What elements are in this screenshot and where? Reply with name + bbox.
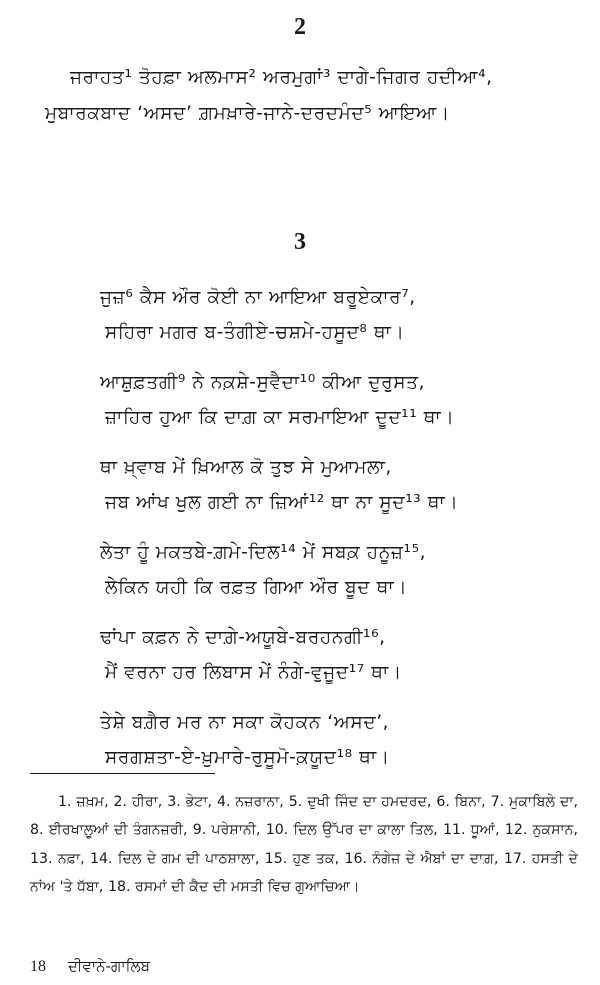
couplet-1-line-1: ਜੁਜ਼⁶ ਕੈਸ ਔਰ ਕੋਈ ਨਾ ਆਇਆ ਬਰੂਏਕਾਰ⁷, (100, 287, 416, 308)
couplet-5-line-2: ਮੈਂ ਵਰਨਾ ਹਰ ਲਿਬਾਸ ਮੇਂ ਨੰਗੇ-ਵੁਜੂਦ¹⁷ ਥਾ। (105, 662, 402, 683)
couplet-6-line-1: ਤੇਸ਼ੇ ਬਗ਼ੈਰ ਮਰ ਨਾ ਸਕਾ ਕੋਹਕਨ ‘ਅਸਦ’, (100, 712, 390, 733)
page-footer (30, 957, 150, 976)
page-number: 18 (30, 958, 46, 975)
couplet-6-line-2: ਸਰਗਸ਼ਤਾ-ਏ-ਖ਼ੁਮਾਰੇ-ਰੁਸੂਮੋ-ਕ਼ਯੂਦ¹⁸ ਥਾ। (105, 747, 390, 768)
verse-line: ਮੁਬਾਰਕਬਾਦ ‘ਅਸਦ’ ਗ਼ਮਖ਼ਾਰੇ-ਜਾਨੇ-ਦਰਦਮੰਦ⁵ ਆਇਆ। (45, 103, 450, 124)
couplet-3-line-1: ਥਾ ਖ਼੍ਵਾਬ ਮੇਂ ਖ਼ਿਆਲ ਕੋ ਤੁਝ ਸੇ ਮੁਆਮਲਾ, (100, 457, 392, 478)
couplet-4-line-2: ਲੇਕਿਨ ਯਹੀ ਕਿ ਰਫ਼ਤ ਗਿਆ ਔਰ ਬੂਦ ਥਾ। (105, 577, 408, 598)
book-title: ਦੀਵਾਨੇ-ਗਾਲਿਬ (68, 957, 150, 975)
section-number-3: 3 (294, 229, 306, 255)
couplet-5-line-1: ਢਾਂਪਾ ਕਫ਼ਨ ਨੇ ਦਾਗ਼ੇ-ਅਯੂਬੇ-ਬਰਹਨਗੀ¹⁶, (100, 627, 386, 648)
footnotes: 1. ਜ਼ਖ਼ਮ, 2. ਹੀਰਾ, 3. ਭੇਟਾ, 4. ਨਜ਼ਰਾਨਾ, 5. ਦੁਖੀ ਜਿੰਦ ਦਾ ਹਮਦਰਦ, 6. ਬਿਨਾ, 7. ਮੁਕਾਬਿਲੇ ਦਾ, 8. ਈਰਖਾਲੂਆਂ ਦੀ ਤੰਗਨਜ਼ਰੀ, 9. ਪਰੇਸ਼ਾਨੀ, 10. ਦਿਲ ਉੱਪਰ ਦਾ ਕਾਲਾ ਤਿਲ, 11. ਧੂਆਂ, 12. ਨੁਕਸਾਨ, 13. ਨਫ਼ਾ, 14. ਦਿਲ ਦੇ ਗਮ ਦੀ ਪਾਠਸ਼ਾਲਾ, 15. ਹੁਣ ਤਕ, 16. ਨੰਗੇਜ਼ ਦੇ ਐਬਾਂ ਦਾ ਦਾਗ਼, 17. ਹਸਤੀ ਦੇ ਨਾਂਅ 'ਤੇ ਧੱਬਾ, 18. ਰਸਮਾਂ ਦੀ ਕੈਦ ਦੀ ਮਸਤੀ ਵਿਚ ਗੁਆਚਿਆ। (30, 794, 578, 895)
couplet-2-line-1: ਆਸ਼ੁਫ਼ਤਗੀ⁹ ਨੇ ਨਕ਼ਸ਼ੇ-ਸੁਵੈਦਾ¹⁰ ਕੀਆ ਦੁਰੁਸਤ, (100, 372, 426, 393)
section-number-2: 2 (294, 14, 306, 40)
footnote-divider (30, 773, 215, 774)
couplet-4-line-1: ਲੇਤਾ ਹੂੰ ਮਕਤਬੇ-ਗ਼ਮੇ-ਦਿਲ¹⁴ ਮੇਂ ਸਬਕ਼ ਹਨੂਜ਼¹⁵, (100, 542, 427, 563)
couplet-2-line-2: ਜ਼ਾਹਿਰ ਹੁਆ ਕਿ ਦਾਗ਼ ਕਾ ਸਰਮਾਇਆ ਦੂਦ¹¹ ਥਾ। (105, 407, 455, 428)
verse-line: ਜਰਾਹਤ¹ ਤੋਹਫ਼ਾ ਅਲਮਾਸ² ਅਰਮੁਗਾਂ³ ਦਾਗੇ-ਜਿਗਰ ਹਦੀਆ⁴, (70, 67, 493, 88)
couplet-1-line-2: ਸਹਿਰਾ ਮਗਰ ਬ-ਤੰਗੀਏ-ਚਸ਼ਮੇ-ਹਸੂਦ⁸ ਥਾ। (105, 322, 405, 343)
couplet-3-line-2: ਜਬ ਆਂਖ ਖੁਲ ਗਈ ਨਾ ਜ਼ਿਆਂ¹² ਥਾ ਨਾ ਸੂਦ¹³ ਥਾ। (105, 492, 459, 513)
